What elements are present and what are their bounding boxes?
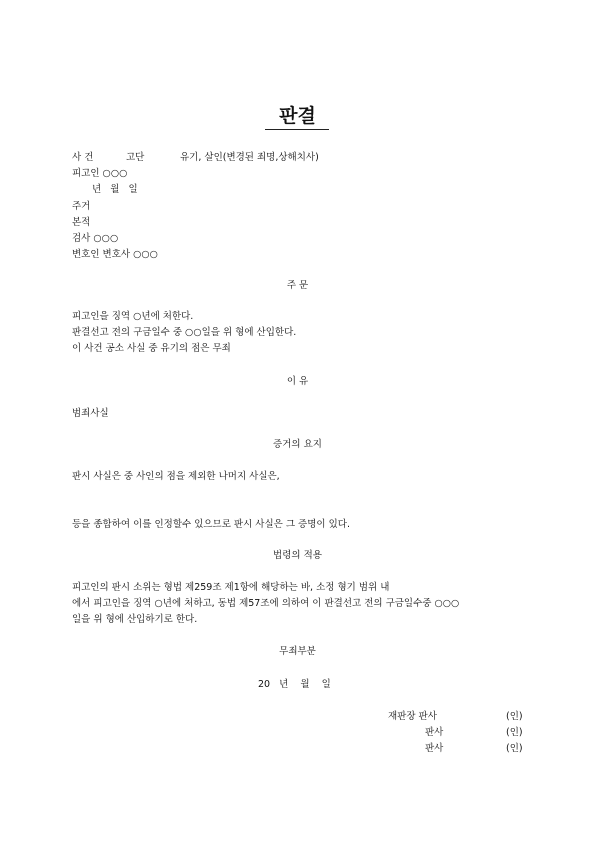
evidence-heading: 증거의 요지 (273, 439, 322, 450)
defendant-line: 피고인 ○○○ (72, 168, 128, 179)
case-court: 고단 (126, 152, 145, 163)
registry-line: 본적 (72, 217, 91, 228)
prosecutor-line: 검사 ○○○ (72, 233, 119, 244)
law-line: 에서 피고인을 징역 ○년에 처하고, 동법 제57조에 의하여 이 판결선고 전의 구금일수중 ○○○ (72, 598, 460, 609)
law-line: 피고인의 판시 소위는 형법 제259조 제1항에 해당하는 바, 소정 형기 범위 내 (72, 582, 390, 593)
seal-mark: (인) (506, 711, 523, 722)
evidence-line: 등을 종합하여 이를 인정할수 있으므로 판시 사실은 그 증명이 있다. (72, 519, 350, 530)
crime-facts-heading: 범죄사실 (72, 408, 109, 419)
signature-role: 판사 (425, 743, 444, 754)
counsel-line: 변호인 변호사 ○○○ (72, 249, 158, 260)
document-title: 판결 (279, 105, 316, 127)
signature-role: 재판장 판사 (388, 711, 437, 722)
order-line: 피고인을 징역 ○년에 처한다. (72, 311, 194, 322)
seal-mark: (인) (506, 727, 523, 738)
acquittal-heading: 무죄부분 (279, 646, 316, 657)
evidence-line: 판시 사실은 중 사인의 점을 제외한 나머지 사실은, (72, 471, 280, 482)
seal-mark: (인) (506, 743, 523, 754)
domicile-line: 주거 (72, 201, 91, 212)
order-line: 판결선고 전의 구금일수 중 ○○일을 위 형에 산입한다. (72, 327, 297, 338)
case-label: 사 건 (72, 152, 94, 163)
case-charges: 유기, 살인(변경된 죄명,상해치사) (180, 152, 319, 163)
closing-date: 20 년 월 일 (258, 679, 331, 690)
title-underline (265, 129, 329, 130)
order-line: 이 사건 공소 사실 중 유기의 점은 무죄 (72, 343, 231, 354)
law-heading: 법령의 적용 (273, 550, 322, 561)
law-line: 일을 위 형에 산입하기로 한다. (72, 614, 198, 625)
signature-role: 판사 (425, 727, 444, 738)
reason-heading: 이 유 (286, 376, 309, 387)
order-heading: 주 문 (286, 280, 309, 291)
date-line: 년 월 일 (92, 184, 138, 195)
